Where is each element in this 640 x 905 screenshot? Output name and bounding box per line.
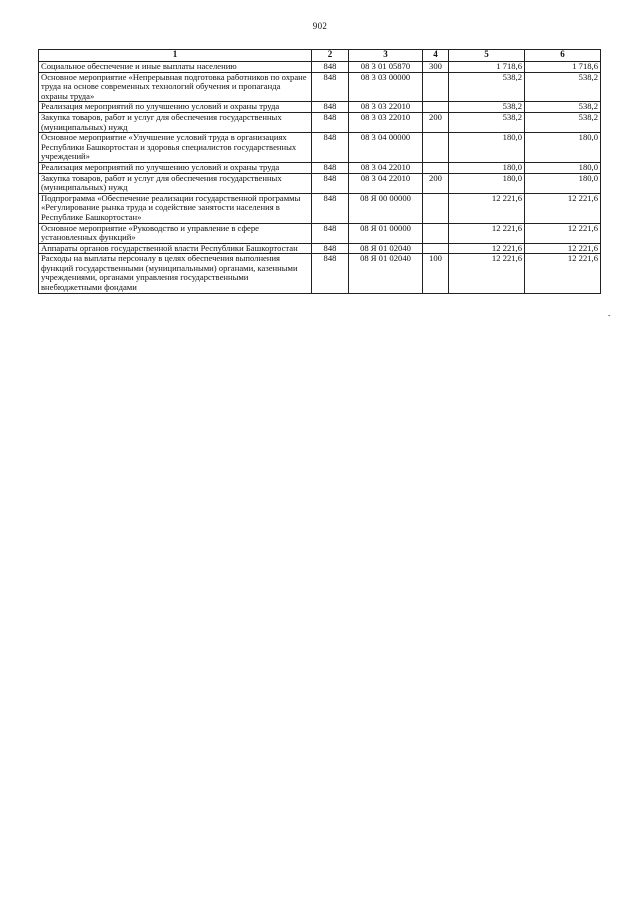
expense-type-cell: [423, 133, 449, 163]
item-name-cell: Закупка товаров, работ и услуг для обеспечения государственных (муниципальных) нужд: [39, 112, 312, 132]
item-name-cell: Подпрограмма «Обеспечение реализации государственной программы «Регулирование рынка труда и содействие занятости населения в Республике Башкортостан»: [39, 193, 312, 223]
expense-type-cell: 200: [423, 112, 449, 132]
amount-col6-cell: 12 221,6: [525, 193, 601, 223]
amount-col6-cell: 538,2: [525, 72, 601, 102]
target-code-cell: 08 Я 01 02040: [349, 243, 423, 254]
item-name-cell: Закупка товаров, работ и услуг для обеспечения государственных (муниципальных) нужд: [39, 173, 312, 193]
admin-code-cell: 848: [312, 72, 349, 102]
target-code-cell: 08 Я 01 00000: [349, 223, 423, 243]
expense-type-cell: [423, 102, 449, 113]
target-code-cell: 08 Я 01 02040: [349, 254, 423, 293]
expense-type-cell: 300: [423, 62, 449, 73]
amount-col5-cell: 12 221,6: [449, 193, 525, 223]
expense-type-cell: [423, 193, 449, 223]
column-header: 6: [525, 50, 601, 62]
table-row: [39, 102, 601, 113]
target-code-cell: 08 3 03 22010: [349, 112, 423, 132]
admin-code-cell: 848: [312, 243, 349, 254]
table-row: [39, 62, 601, 73]
item-name-cell: Расходы на выплаты персоналу в целях обеспечения выполнения функций государственными (муниципальными) органами, казенными учреждениями, органами управления государственными внебюджетными фондами: [39, 254, 312, 293]
amount-col5-cell: 538,2: [449, 102, 525, 113]
amount-col6-cell: 12 221,6: [525, 223, 601, 243]
amount-col5-cell: 180,0: [449, 173, 525, 193]
admin-code-cell: 848: [312, 62, 349, 73]
table-row: [39, 193, 601, 223]
amount-col5-cell: 180,0: [449, 162, 525, 173]
table-row: [39, 162, 601, 173]
admin-code-cell: 848: [312, 223, 349, 243]
target-code-cell: 08 3 04 00000: [349, 133, 423, 163]
table-row: [39, 112, 601, 132]
expense-type-cell: 200: [423, 173, 449, 193]
table-row: [39, 243, 601, 254]
amount-col5-cell: 1 718,6: [449, 62, 525, 73]
table-row: [39, 254, 601, 293]
amount-col5-cell: 12 221,6: [449, 254, 525, 293]
admin-code-cell: 848: [312, 193, 349, 223]
table-row: [39, 173, 601, 193]
admin-code-cell: 848: [312, 162, 349, 173]
amount-col6-cell: 180,0: [525, 173, 601, 193]
item-name-cell: Основное мероприятие «Руководство и управление в сфере установленных функций»: [39, 223, 312, 243]
column-header: 3: [349, 50, 423, 62]
amount-col6-cell: 538,2: [525, 102, 601, 113]
item-name-cell: Социальное обеспечение и иные выплаты населению: [39, 62, 312, 73]
table-header-row: [39, 50, 601, 62]
expense-type-cell: [423, 223, 449, 243]
amount-col5-cell: 538,2: [449, 112, 525, 132]
admin-code-cell: 848: [312, 112, 349, 132]
amount-col5-cell: 12 221,6: [449, 223, 525, 243]
amount-col6-cell: 538,2: [525, 112, 601, 132]
column-header: 4: [423, 50, 449, 62]
target-code-cell: 08 Я 00 00000: [349, 193, 423, 223]
item-name-cell: Аппараты органов государственной власти Республики Башкортостан: [39, 243, 312, 254]
admin-code-cell: 848: [312, 254, 349, 293]
target-code-cell: 08 3 03 22010: [349, 102, 423, 113]
admin-code-cell: 848: [312, 102, 349, 113]
admin-code-cell: 848: [312, 133, 349, 163]
expense-type-cell: 100: [423, 254, 449, 293]
amount-col6-cell: 1 718,6: [525, 62, 601, 73]
amount-col6-cell: 180,0: [525, 162, 601, 173]
target-code-cell: 08 3 03 00000: [349, 72, 423, 102]
item-name-cell: Основное мероприятие «Непрерывная подготовка работников по охране труда на основе современных технологий обучения и пропаганда охраны труда»: [39, 72, 312, 102]
column-header: 2: [312, 50, 349, 62]
page-number: 902: [312, 21, 328, 31]
amount-col6-cell: 180,0: [525, 133, 601, 163]
column-header: 1: [39, 50, 312, 62]
target-code-cell: 08 3 01 05870: [349, 62, 423, 73]
amount-col6-cell: 12 221,6: [525, 254, 601, 293]
target-code-cell: 08 3 04 22010: [349, 162, 423, 173]
margin-mark: -: [608, 311, 611, 319]
amount-col6-cell: 12 221,6: [525, 243, 601, 254]
admin-code-cell: 848: [312, 173, 349, 193]
amount-col5-cell: 538,2: [449, 72, 525, 102]
table-row: [39, 72, 601, 102]
item-name-cell: Реализация мероприятий по улучшению условий и охраны труда: [39, 162, 312, 173]
expense-type-cell: [423, 243, 449, 254]
table-row: [39, 223, 601, 243]
expense-type-cell: [423, 72, 449, 102]
item-name-cell: Реализация мероприятий по улучшению условий и охраны труда: [39, 102, 312, 113]
table-row: [39, 133, 601, 163]
budget-table: [38, 49, 601, 294]
amount-col5-cell: 12 221,6: [449, 243, 525, 254]
target-code-cell: 08 3 04 22010: [349, 173, 423, 193]
expense-type-cell: [423, 162, 449, 173]
amount-col5-cell: 180,0: [449, 133, 525, 163]
column-header: 5: [449, 50, 525, 62]
table-body: [39, 62, 601, 294]
item-name-cell: Основное мероприятие «Улучшение условий труда в организациях Республики Башкортостан и здоровья специалистов государственных учреждений»: [39, 133, 312, 163]
